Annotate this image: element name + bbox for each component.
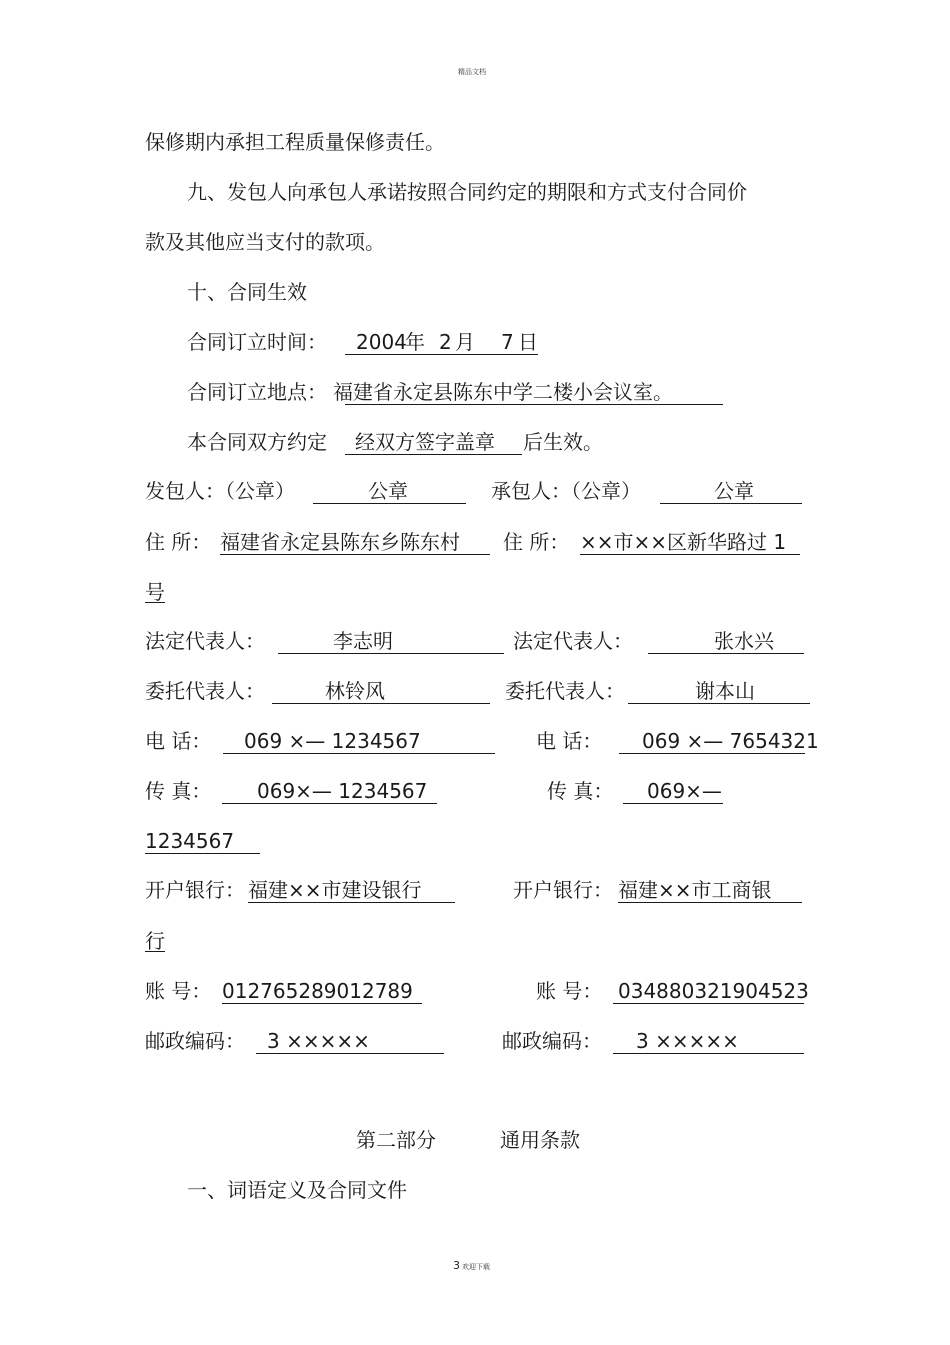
contractor-address-line1: ××市××区新华路过 1 <box>580 530 787 554</box>
contractor-phone: 069 ×— 7654321 <box>642 729 819 753</box>
employer-account: 012765289012789 <box>222 979 413 1003</box>
employer-address-label: 住 所： <box>145 530 212 554</box>
employer-fax-label: 传 真： <box>145 779 212 803</box>
employer-bank-underline <box>248 902 455 903</box>
sign-time-underline <box>345 354 538 355</box>
employer-agent: 林铃风 <box>325 679 385 703</box>
page-number: 3 <box>453 1259 460 1272</box>
contractor-address-line2: 号 <box>145 580 165 604</box>
contractor-bank-line1: 福建××市工商银 <box>618 878 772 902</box>
contractor-fax-underline <box>623 803 723 804</box>
employer-legal-rep-label: 法定代表人： <box>145 629 265 653</box>
agreement-underline <box>345 454 522 455</box>
contractor-bank-line2: 行 <box>145 929 165 953</box>
contractor-fax-line1: 069×— <box>647 779 722 803</box>
paragraph-9-line2: 款及其他应当支付的款项。 <box>145 230 385 254</box>
contractor-address-underline <box>580 554 800 555</box>
employer-fax-underline <box>222 803 437 804</box>
page-header: 精品文档 <box>458 68 486 76</box>
contractor-legal-rep-label: 法定代表人： <box>513 629 633 653</box>
employer-fax: 069×— 1234567 <box>257 779 428 803</box>
employer-address-underline <box>220 554 490 555</box>
employer-account-underline <box>222 1003 422 1004</box>
employer-seal-underline <box>313 503 466 504</box>
employer-postcode-underline <box>256 1053 444 1054</box>
employer-account-label: 账 号： <box>145 979 212 1003</box>
contractor-seal-label: 承包人：（公章） <box>491 479 641 503</box>
contractor-postcode-label: 邮政编码： <box>502 1029 602 1053</box>
sign-place-label: 合同订立地点： <box>187 380 327 404</box>
contractor-bank-label: 开户银行： <box>513 878 613 902</box>
contractor-account-underline <box>613 1003 804 1004</box>
employer-phone-label: 电 话： <box>145 729 212 753</box>
sign-place-value: 福建省永定县陈东中学二楼小会议室。 <box>333 380 673 404</box>
part-two-title-left: 第二部分 <box>356 1128 436 1152</box>
part-two-section-1: 一、词语定义及合同文件 <box>187 1178 407 1202</box>
contractor-fax-line2: 1234567 <box>145 829 235 853</box>
sign-time-month-unit: 月 <box>455 330 475 354</box>
contractor-phone-label: 电 话： <box>536 729 603 753</box>
employer-seal-label: 发包人：（公章） <box>145 479 295 503</box>
contractor-fax-label: 传 真： <box>547 779 614 803</box>
contractor-account: 034880321904523 <box>618 979 809 1003</box>
employer-seal-value: 公章 <box>368 479 408 503</box>
agreement-prefix: 本合同双方约定 <box>187 430 327 454</box>
employer-bank-label: 开户银行： <box>145 878 245 902</box>
agreement-suffix: 后生效。 <box>523 430 603 454</box>
employer-agent-label: 委托代表人： <box>145 679 265 703</box>
sign-time-month: 2 <box>439 330 452 354</box>
contractor-fax-line2-underline <box>145 853 260 854</box>
employer-bank: 福建××市建设银行 <box>248 878 422 902</box>
contractor-account-label: 账 号： <box>536 979 603 1003</box>
sign-place-underline <box>345 404 723 405</box>
paragraph-9-line1: 九、发包人向承包人承诺按照合同约定的期限和方式支付合同价 <box>187 180 747 204</box>
employer-legal-rep: 李志明 <box>333 629 393 653</box>
contractor-bank-underline <box>618 902 802 903</box>
sign-time-label: 合同订立时间： <box>187 330 327 354</box>
agreement-value: 经双方签字盖章 <box>355 430 495 454</box>
employer-agent-underline <box>272 703 490 704</box>
contractor-seal-underline <box>660 503 802 504</box>
contractor-agent-underline <box>628 703 810 704</box>
contractor-postcode: 3 ××××× <box>636 1029 739 1053</box>
employer-phone-underline <box>223 753 495 754</box>
sign-time-year-unit: 年 <box>405 330 425 354</box>
employer-phone: 069 ×— 1234567 <box>244 729 421 753</box>
contractor-agent: 谢本山 <box>695 679 755 703</box>
contractor-agent-label: 委托代表人： <box>505 679 625 703</box>
employer-postcode: 3 ××××× <box>267 1029 370 1053</box>
contractor-seal-value: 公章 <box>714 479 754 503</box>
contractor-legal-rep-underline <box>648 653 804 654</box>
section-10-heading: 十、合同生效 <box>187 280 307 304</box>
contractor-postcode-underline <box>613 1053 804 1054</box>
employer-postcode-label: 邮政编码： <box>145 1029 245 1053</box>
paragraph-warranty: 保修期内承担工程质量保修责任。 <box>145 130 445 154</box>
employer-address: 福建省永定县陈东乡陈东村 <box>220 530 460 554</box>
employer-legal-rep-underline <box>278 653 504 654</box>
sign-time-year: 2004 <box>356 330 407 354</box>
contractor-address-label: 住 所： <box>503 530 570 554</box>
contractor-phone-underline <box>619 753 805 754</box>
sign-time-day-unit: 日 <box>518 330 538 354</box>
page-footer-text: 欢迎下载 <box>462 1263 490 1271</box>
contractor-legal-rep: 张水兴 <box>714 629 774 653</box>
part-two-title-right: 通用条款 <box>500 1128 580 1152</box>
sign-time-day: 7 <box>501 330 514 354</box>
